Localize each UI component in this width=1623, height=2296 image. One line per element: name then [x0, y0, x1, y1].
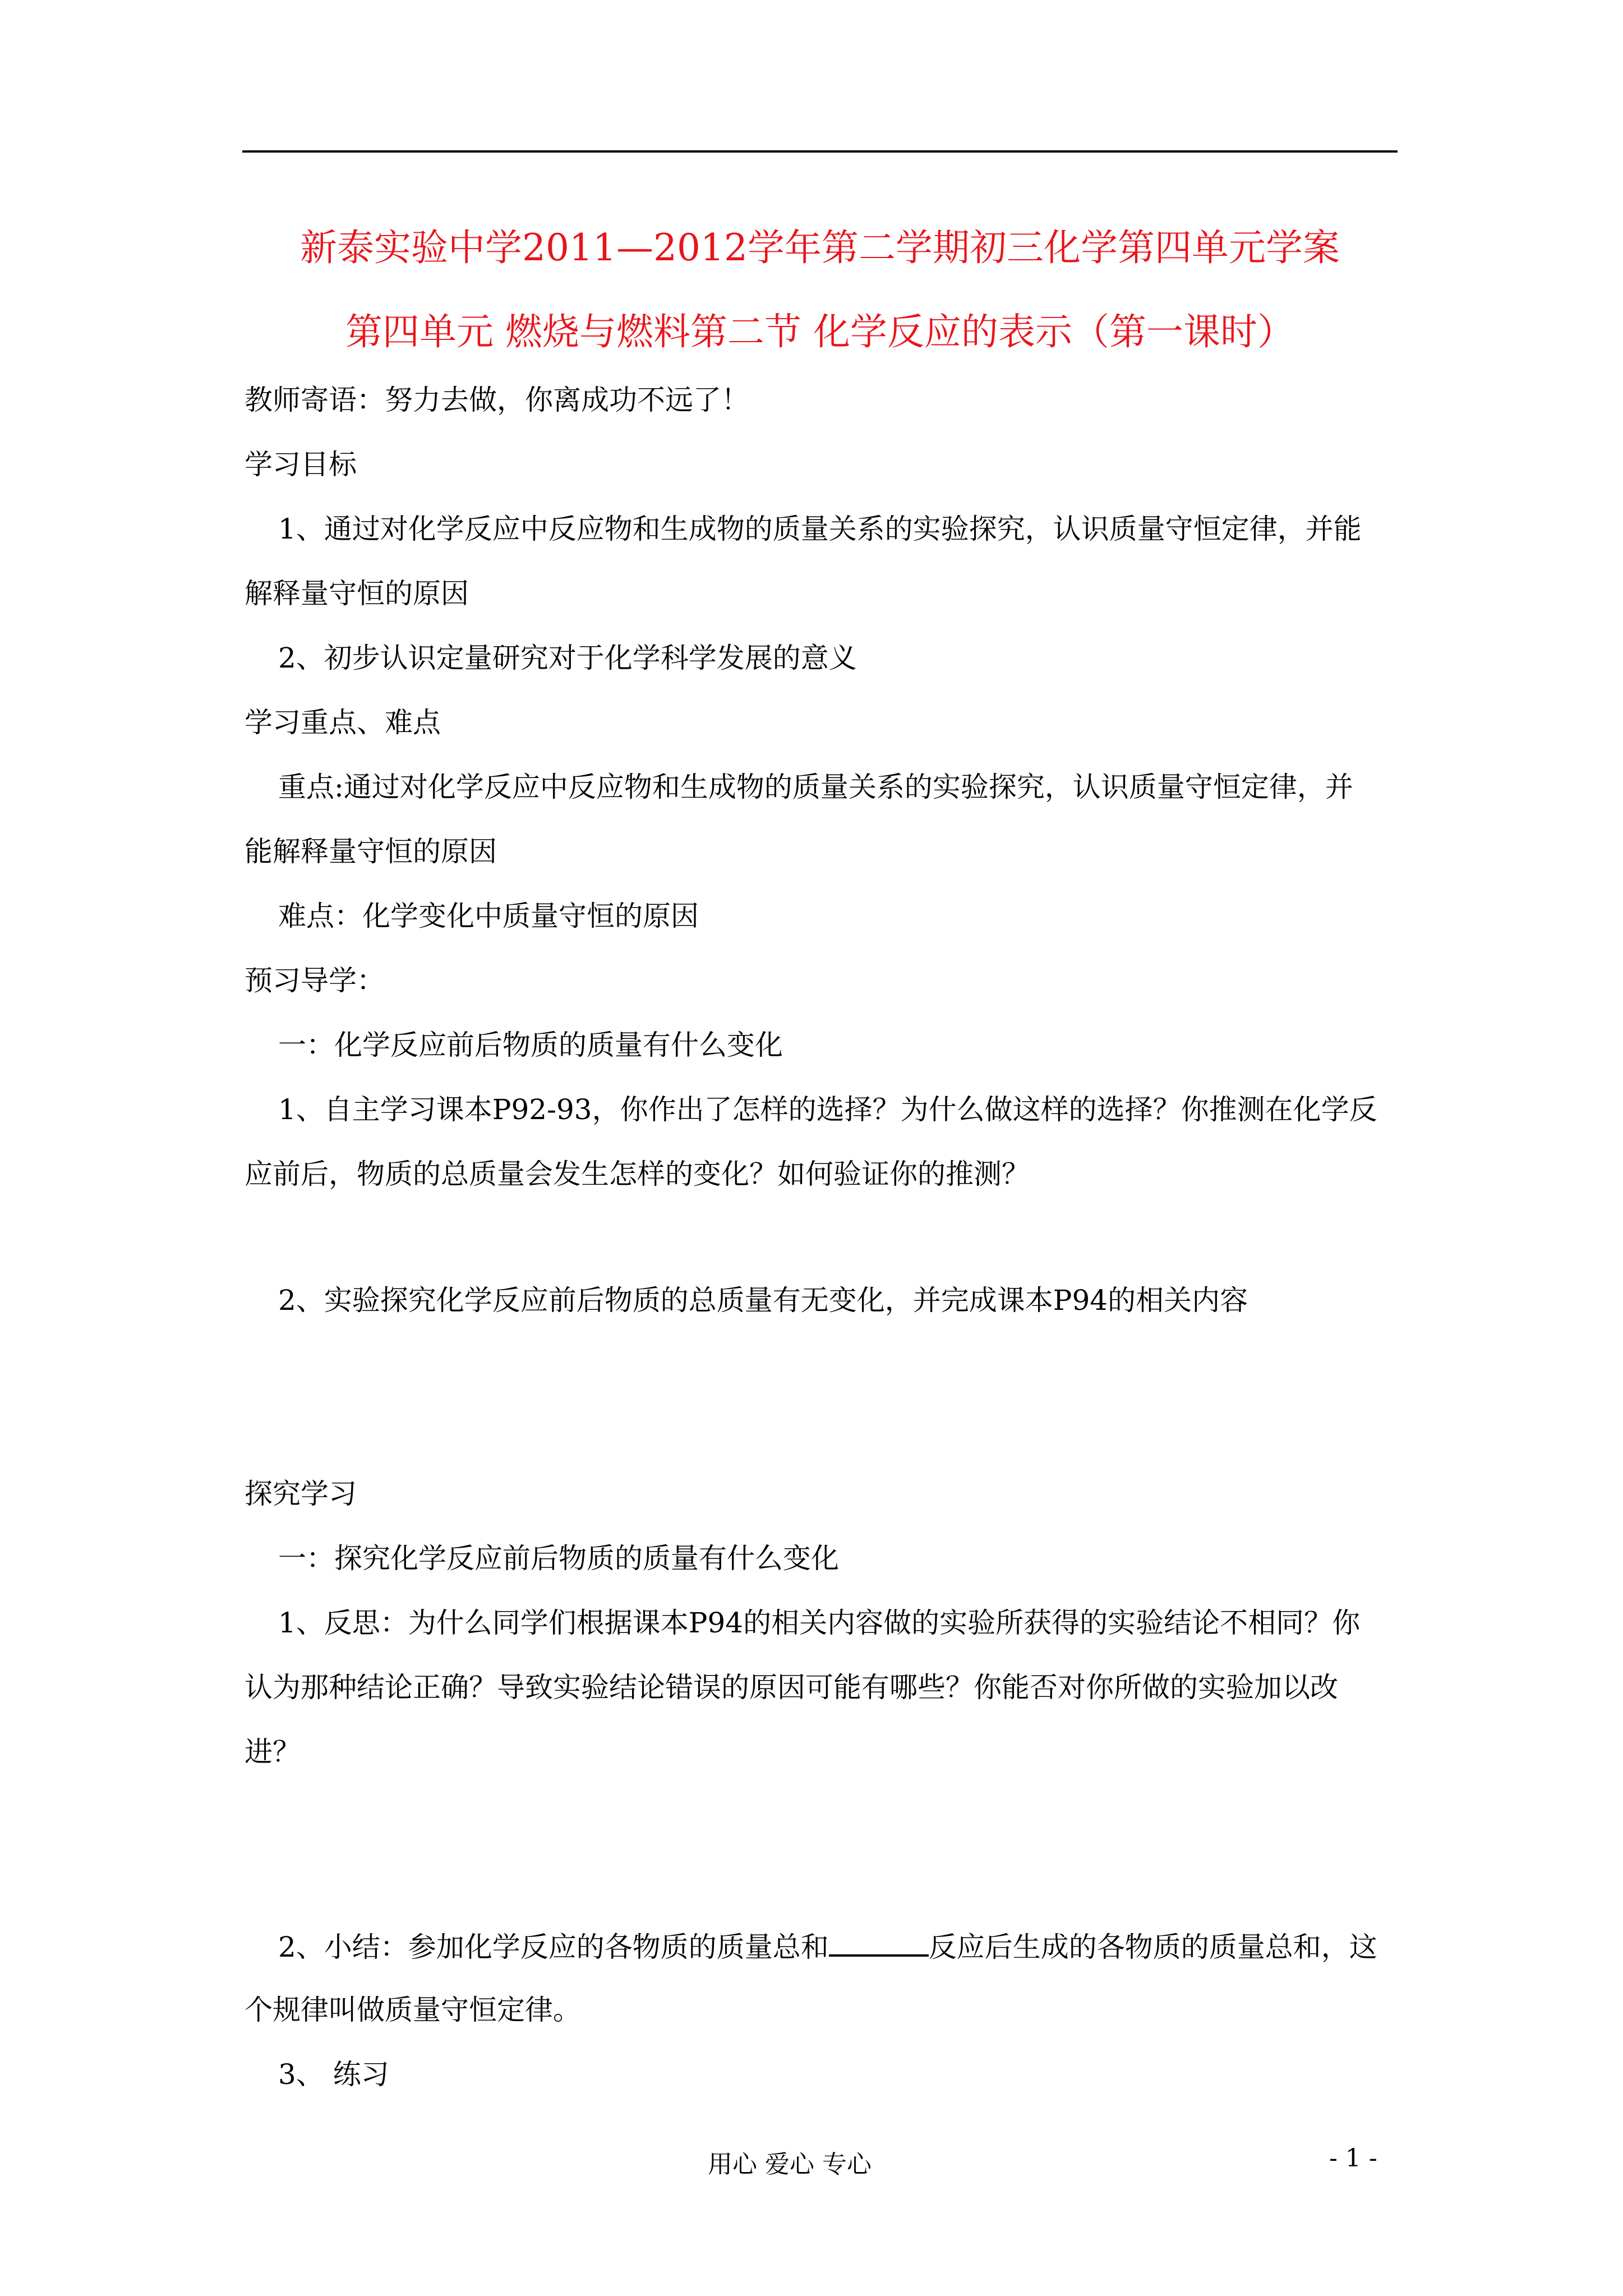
explore-question-heading: 一：探究化学反应前后物质的质量有什么变化 [278, 1542, 839, 1575]
fill-in-blank[interactable] [829, 1929, 929, 1957]
goal-2: 2、初步认识定量研究对于化学科学发展的意义 [278, 642, 857, 674]
document-title: 新泰实验中学2011—2012学年第二学期初三化学第四单元学案 [300, 226, 1340, 269]
summary-line-1 [278, 1929, 1377, 1964]
summary-text-after: 反应后生成的各物质的质量总和，这 [928, 1931, 1377, 1963]
summary-line-2: 个规律叫做质量守恒定律。 [245, 1994, 581, 2026]
goal-1-line-1: 1、通过对化学反应中反应物和生成物的质量关系的实验探究，认识质量守恒定律，并能 [278, 513, 1362, 545]
key-point-line-1: 重点:通过对化学反应中反应物和生成物的质量关系的实验探究，认识质量守恒定律，并 [278, 771, 1353, 803]
preview-question-heading: 一：化学反应前后物质的质量有什么变化 [278, 1029, 783, 1061]
reflect-line-3: 进？ [245, 1736, 301, 1768]
reflect-line-1: 1、反思：为什么同学们根据课本P94的相关内容做的实验所获得的实验结论不相同？你 [278, 1607, 1361, 1639]
page-number: - 1 - [1329, 2144, 1377, 2173]
practice-heading: 3、 练习 [278, 2058, 389, 2091]
key-points-heading: 学习重点、难点 [245, 706, 441, 739]
preview-1-line-2: 应前后，物质的总质量会发生怎样的变化？如何验证你的推测？ [245, 1158, 1030, 1190]
goal-1-line-2: 解释量守恒的原因 [245, 577, 469, 610]
goals-heading: 学习目标 [245, 448, 357, 481]
preview-1-line-1: 1、自主学习课本P92-93，你作出了怎样的选择？为什么做这样的选择？你推测在化学反 [278, 1093, 1377, 1126]
key-point-line-2: 能解释量守恒的原因 [245, 835, 497, 868]
header-rule [242, 150, 1398, 153]
summary-text-before: 2、小结：参加化学反应的各物质的质量总和 [278, 1931, 829, 1963]
lesson-subtitle: 第四单元 燃烧与燃料第二节 化学反应的表示（第一课时） [345, 310, 1294, 353]
preview-heading: 预习导学： [245, 964, 385, 997]
explore-heading: 探究学习 [245, 1478, 357, 1510]
teacher-message: 教师寄语：努力去做，你离成功不远了！ [245, 384, 749, 416]
preview-2: 2、实验探究化学反应前后物质的总质量有无变化，并完成课本P94的相关内容 [278, 1284, 1248, 1317]
difficulty: 难点：化学变化中质量守恒的原因 [278, 900, 699, 932]
footer-motto: 用心 爱心 专心 [708, 2150, 872, 2179]
reflect-line-2: 认为那种结论正确？导致实验结论错误的原因可能有哪些？你能否对你所做的实验加以改 [245, 1671, 1338, 1704]
